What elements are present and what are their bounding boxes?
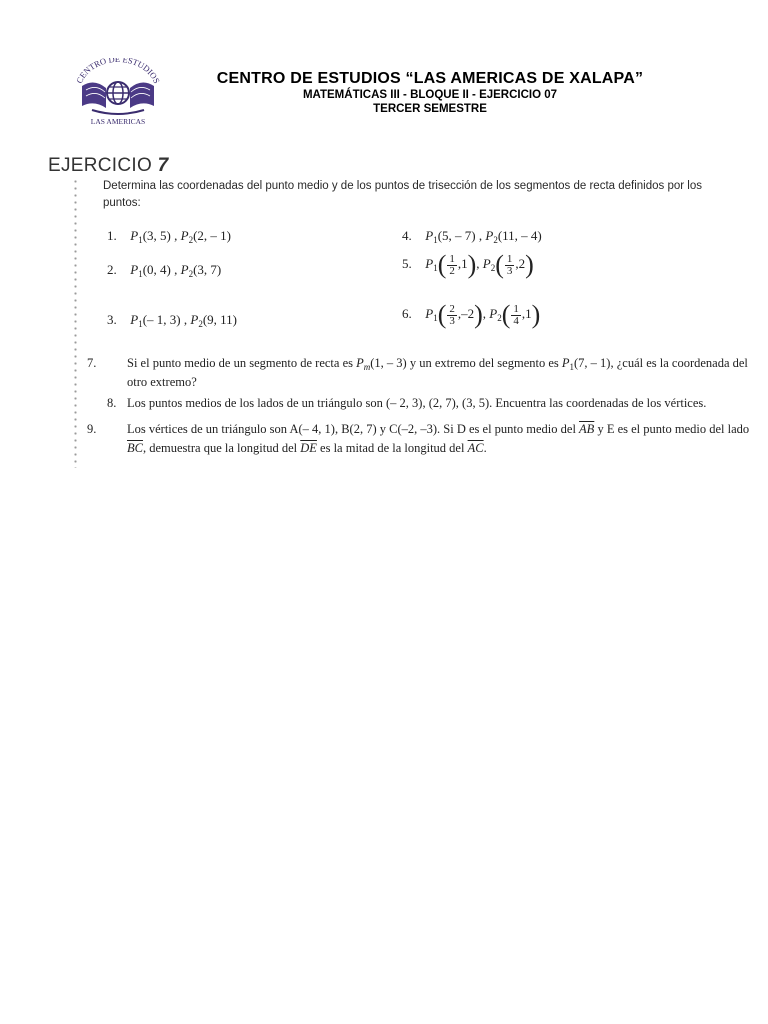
fraction: $\frac{1}{3}$	[506, 252, 513, 277]
problem-number: 5.	[402, 255, 412, 271]
problem-6: 6. $P_1$( $\frac{2}{3}$ ,–2), $P_2$( $\frac{1}{4}$ ,1)	[402, 300, 541, 329]
problem-5: 5. $P_1$( $\frac{1}{2}$ ,1), $P_2$( $\frac{1}{3}$ ,2)	[402, 250, 534, 279]
point-p2: (9, 11)	[202, 312, 238, 327]
problem-number: 2.	[107, 262, 117, 277]
point-p2: (2, – 1)	[193, 228, 231, 243]
problem-number: 1.	[107, 228, 117, 243]
fraction: $\frac{2}{3}$	[449, 302, 455, 327]
problem-number: 9.	[87, 422, 97, 436]
problem-2: 2. $P_1(0$, 4) , $P_2(3$, 7)	[107, 262, 222, 279]
exercise-heading	[48, 155, 169, 177]
point-p1: (3, 5)	[142, 228, 171, 243]
exercise-number: 7	[157, 155, 169, 176]
dotted-margin-line	[74, 178, 77, 468]
segment-ac: $\overline{AC}$	[467, 441, 484, 455]
semester-line: TERCER SEMESTRE	[373, 103, 487, 115]
point-p1: (– 1, 3)	[142, 312, 181, 327]
problem-8: 8. Los puntos medios de los lados de un triángulo son (– 2, 3), (2, 7), (3, 5). Encuentra las coordenadas de los vértices.	[107, 394, 735, 413]
subject-line: MATEMÁTICAS III - BLOQUE II - EJERCICIO 07	[302, 89, 558, 101]
problem-number: 8.	[107, 396, 117, 410]
logo-text-bottom: LAS AMERICAS	[90, 117, 146, 126]
segment-de: $\overline{DE}$	[300, 441, 317, 455]
segment-bc: $\overline{BC}$	[127, 441, 143, 455]
problem-number: 3.	[107, 312, 117, 327]
point-p1: (5, – 7)	[437, 228, 476, 243]
school-logo	[72, 58, 164, 128]
segment-ab: $\overline{AB}$	[579, 422, 595, 436]
problem-number: 6.	[402, 305, 412, 321]
fraction: $\frac{1}{2}$	[449, 252, 455, 277]
problem-3: 3. $P_1(-$ 1, 3) , $P_2(9$, 11)	[107, 312, 238, 329]
point-p1: (0, 4)	[142, 262, 171, 277]
exercise-label: EJERCICIO	[48, 155, 153, 176]
point-p2: (3, 7)	[193, 262, 222, 277]
problem-4: 4. $P_1(5$, – 7) , $P_2(11$, – 4)	[402, 228, 542, 245]
point-p2: (11, – 4)	[497, 228, 542, 243]
logo-text-top: CENTRO DE ESTUDIOS	[74, 58, 163, 85]
school-title: CENTRO DE ESTUDIOS “LAS AMERICAS DE XALAPA”	[216, 70, 644, 87]
exercise-instructions: Determina las coordenadas del punto medio y de los puntos de trisección de los segmentos de recta definidos por los puntos:	[103, 180, 702, 209]
problem-1: 1. $P_1(3$, 5) , $P_2(2$, – 1)	[107, 228, 231, 245]
problem-9: 9. Los vértices de un triángulo son A(– 4, 1), B(2, 7) y C(–2, –3). Si D es el punto medio del $\overline{AB}$ y E es el punto medio del lado $\overline{BC}$, demuestra que la longitud del $\overline{DE}$ es la mitad de la longitud del $\overline{AC}$.	[87, 422, 750, 455]
document-header	[170, 70, 690, 116]
problem-number: 4.	[402, 228, 412, 243]
problem-number: 7.	[87, 356, 97, 370]
problem-7: 7. Si el punto medio de un segmento de recta es $P_m(1$, – 3) y un extremo del segmento es $P_1(7$, – 1), ¿cuál es la coordenada del otro extremo?	[87, 356, 748, 389]
fraction: $\frac{1}{4}$	[513, 302, 519, 327]
